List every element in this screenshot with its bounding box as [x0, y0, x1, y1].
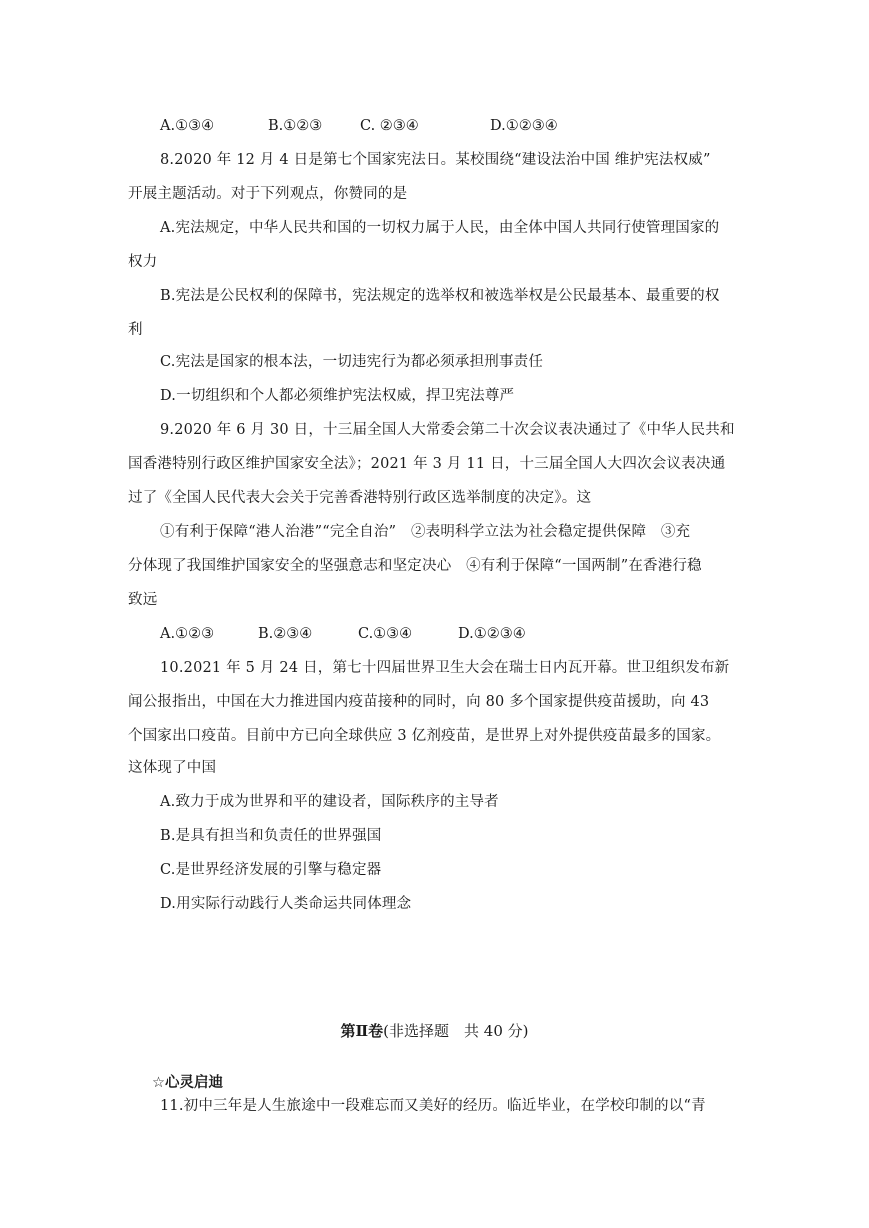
- q10-option-a: A.致力于成为世界和平的建设者，国际秩序的主导者: [160, 794, 499, 810]
- q9-choice-c: C.①③④: [358, 626, 413, 642]
- q7-choice-a: A.①③④: [160, 118, 215, 134]
- q10-stem-line3: 个国家出口疫苗。目前中方已向全球供应 3 亿剂疫苗，是世界上对外提供疫苗最多的国家。: [128, 728, 721, 744]
- q10-option-c: C.是世界经济发展的引擎与稳定器: [160, 862, 382, 878]
- q9-options-line2: 分体现了我国维护国家安全的坚强意志和坚定决心 ④有利于保障“一国两制”在香港行稳: [128, 558, 702, 574]
- q9-options-line1: ①有利于保障“港人治港”“完全自治” ②表明科学立法为社会稳定提供保障 ③充: [160, 524, 691, 540]
- q9-stem-line2: 国香港特别行政区维护国家安全法》；2021 年 3 月 11 日，十三届全国人大四次会议表决通: [128, 456, 726, 472]
- q9-options-line3: 致远: [128, 592, 158, 608]
- q8-option-a-line1: A.宪法规定，中华人民共和国的一切权力属于人民，由全体中国人共同行使管理国家的: [160, 220, 720, 236]
- q8-option-b-line2: 利: [128, 322, 143, 338]
- q8-stem-line2: 开展主题活动。对于下列观点，你赞同的是: [128, 186, 408, 202]
- q8-option-d: D.一切组织和个人都必须维护宪法权威，捍卫宪法尊严: [160, 388, 515, 404]
- q8-option-c: C.宪法是国家的根本法，一切违宪行为都必须承担刑事责任: [160, 354, 544, 370]
- q9-choice-b: B.②③④: [258, 626, 313, 642]
- q8-option-a-line2: 权力: [128, 254, 158, 270]
- q9-stem-line1: 9.2020 年 6 月 30 日，十三届全国人大常委会第二十次会议表决通过了《中华人民共和: [160, 422, 735, 438]
- q9-choice-d: D.①②③④: [458, 626, 526, 642]
- q7-choice-c: C. ②③④: [360, 118, 419, 134]
- q8-stem-line1: 8.2020 年 12 月 4 日是第七个国家宪法日。某校围绕“建设法治中国 维护宪法权威”: [160, 152, 711, 168]
- q8-option-b-line1: B.宪法是公民权利的保障书，宪法规定的选举权和被选举权是公民最基本、最重要的权: [160, 288, 720, 304]
- section-2-title-rest: (非选择题 共 40 分): [383, 1022, 529, 1040]
- q7-choice-d: D.①②③④: [490, 118, 558, 134]
- q10-stem-line4: 这体现了中国: [128, 760, 217, 776]
- q11-stem-line1: 11.初中三年是人生旅途中一段难忘而又美好的经历。临近毕业，在学校印制的以“青: [160, 1098, 706, 1114]
- section-2-title-bold: 第Ⅱ卷: [340, 1022, 384, 1040]
- section-heading: ☆心灵启迪: [152, 1075, 223, 1091]
- q9-choice-a: A.①②③: [160, 626, 215, 642]
- q10-stem-line1: 10.2021 年 5 月 24 日，第七十四届世界卫生大会在瑞士日内瓦开幕。世卫组织发布新: [160, 660, 730, 676]
- q7-choice-b: B.①②③: [268, 118, 323, 134]
- section-2-title: [0, 1020, 869, 1042]
- q9-stem-line3: 过了《全国人民代表大会关于完善香港特别行政区选举制度的决定》。这: [128, 490, 592, 506]
- q10-option-b: B.是具有担当和负责任的世界强国: [160, 828, 382, 844]
- q10-stem-line2: 闻公报指出，中国在大力推进国内疫苗接种的同时，向 80 多个国家提供疫苗援助，向 43: [128, 694, 710, 710]
- q10-option-d: D.用实际行动践行人类命运共同体理念: [160, 896, 412, 912]
